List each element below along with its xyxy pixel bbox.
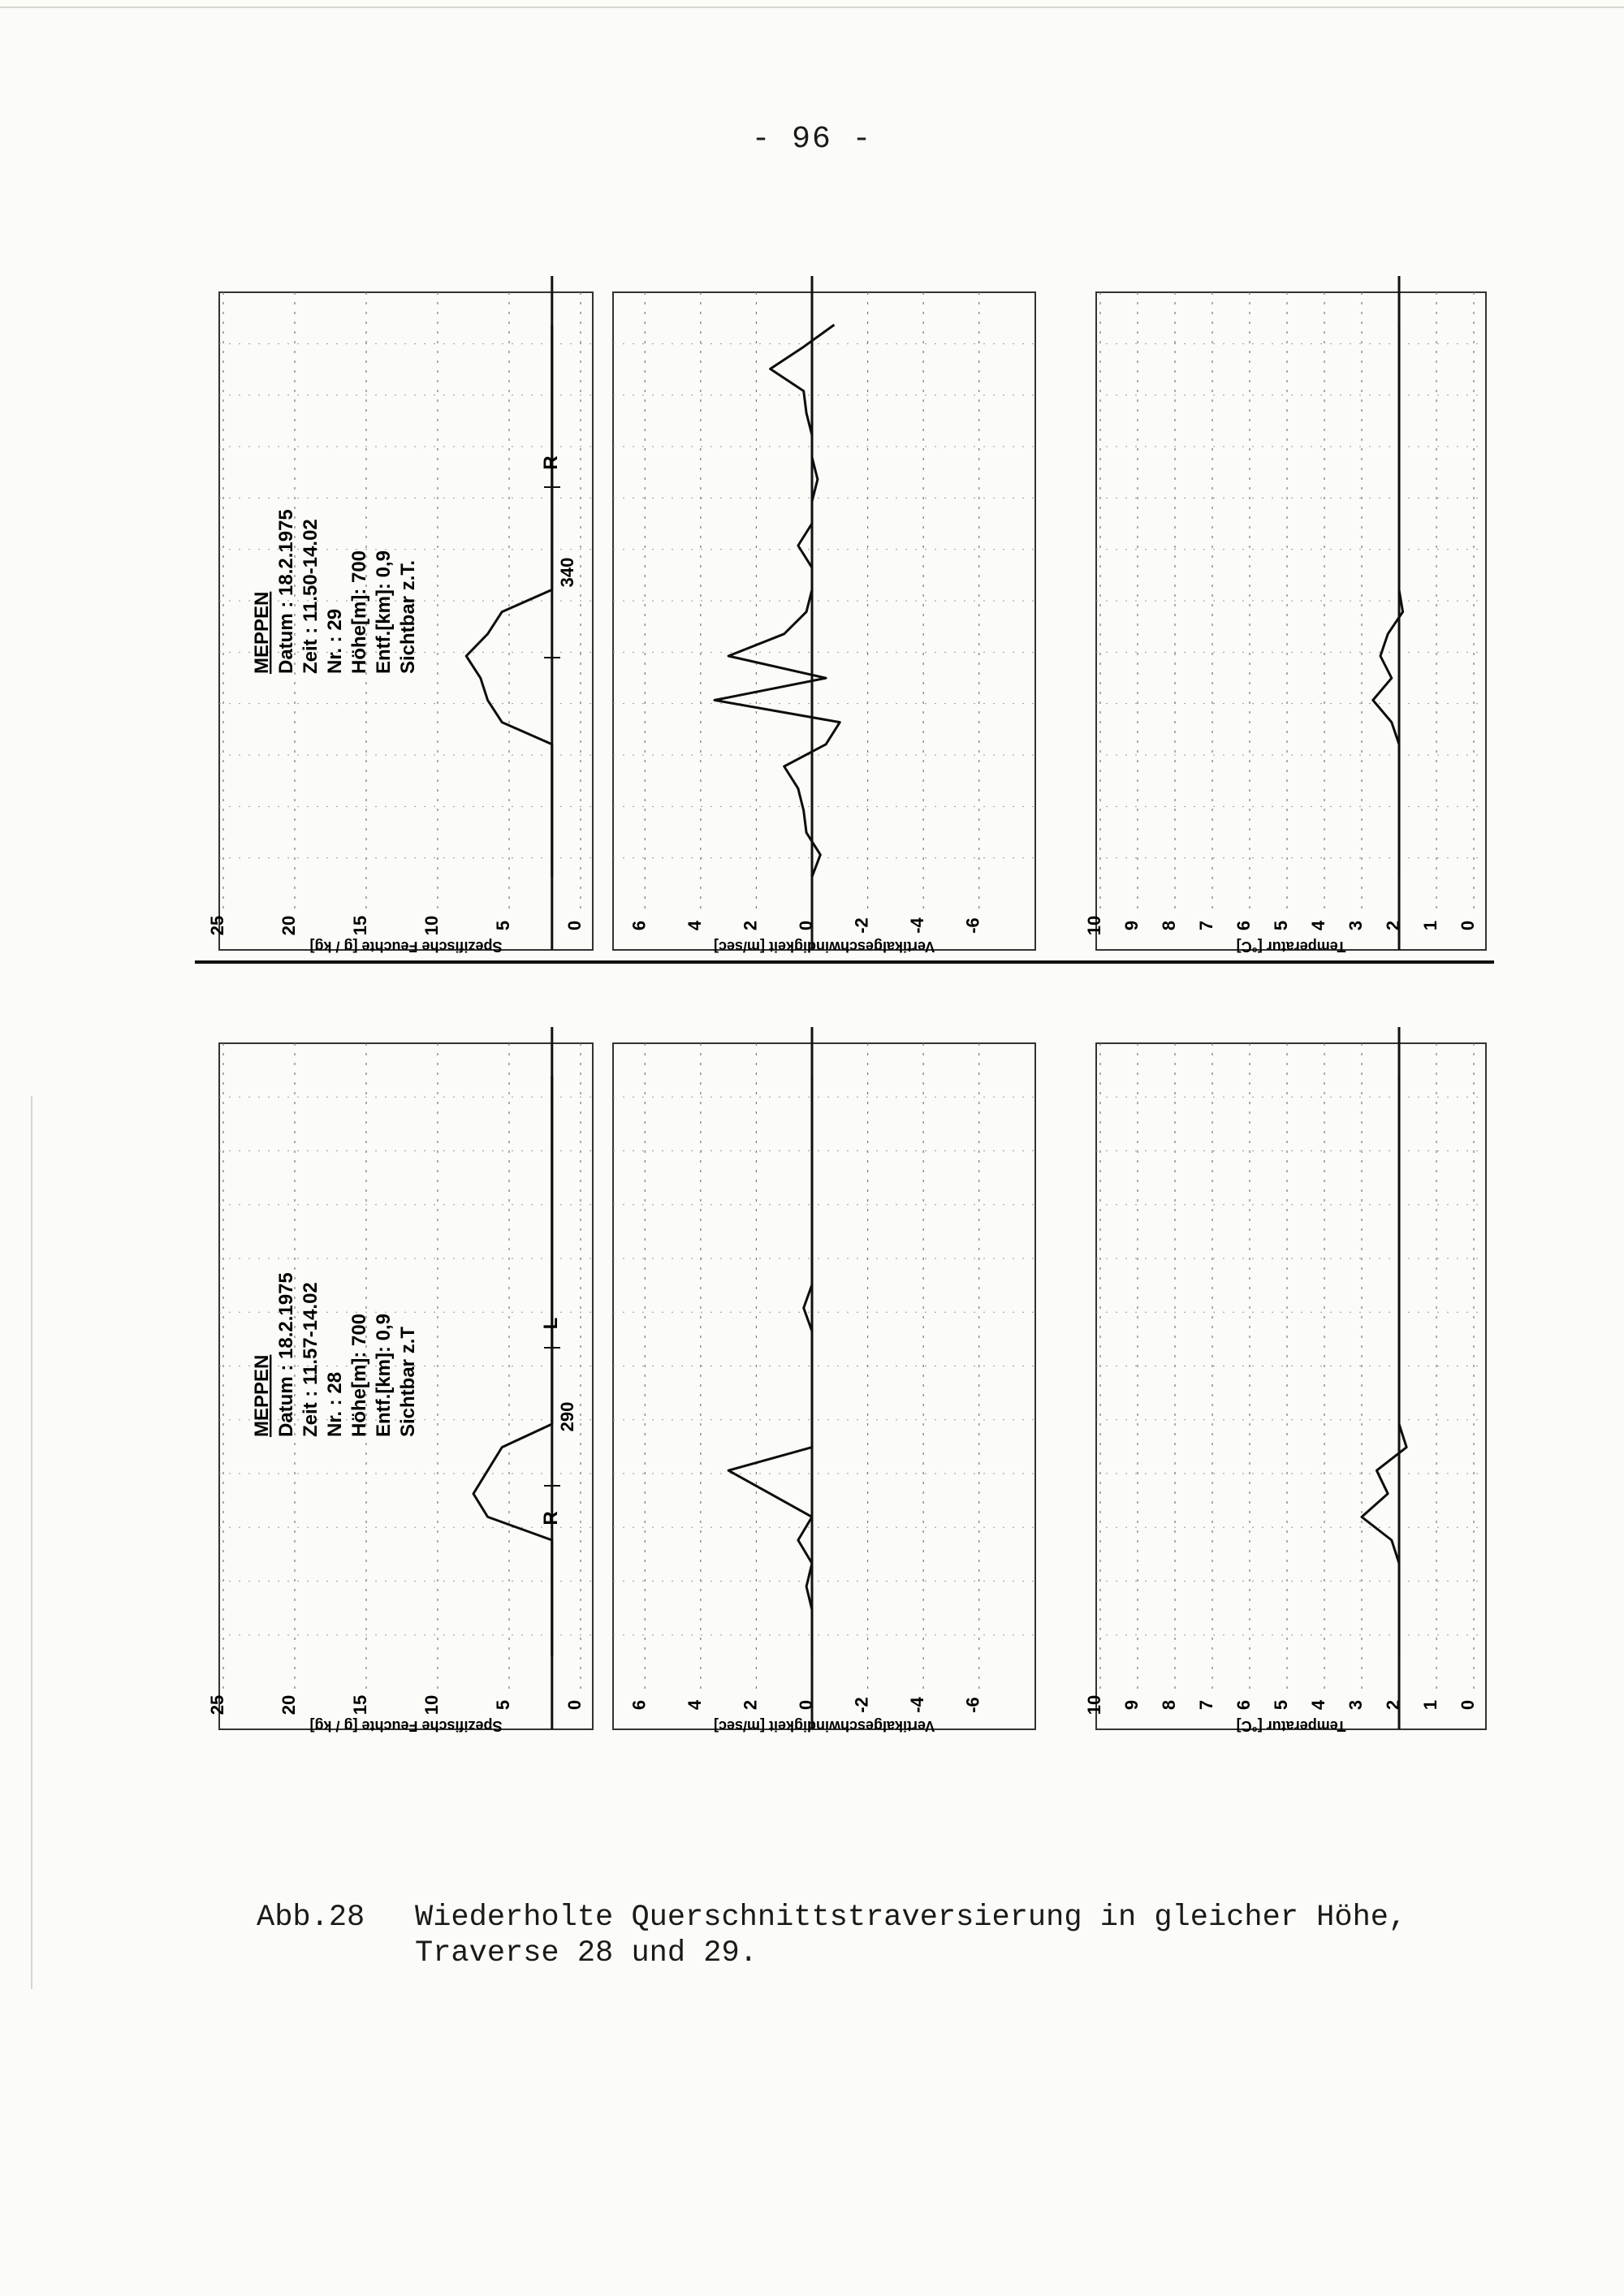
tick-label: 5 (493, 920, 513, 931)
series-line (1362, 1076, 1406, 1656)
tick-label: 7 (1196, 920, 1216, 931)
tick-label: 0 (796, 1699, 816, 1711)
tick-label: 6 (628, 920, 650, 931)
tick-label: 25 (207, 915, 227, 936)
tick-label: -2 (851, 1697, 872, 1713)
page-number: - 96 - (751, 122, 873, 157)
caption-line-1: Wiederholte Querschnittstraversierung in gleicher Höhe, (415, 1901, 1407, 1935)
series-line (466, 325, 552, 877)
info-place: MEPPEN (251, 591, 273, 674)
info-nr: Nr. : 28 (324, 1371, 346, 1437)
tick-label: 2 (1383, 1699, 1403, 1711)
distance-scale (540, 1318, 577, 1526)
tick-label: 0 (1458, 1699, 1478, 1711)
tick-label: 9 (1121, 1699, 1142, 1711)
tick-label: 15 (350, 915, 370, 936)
traverse-info (251, 509, 419, 674)
tick-label: 15 (350, 1694, 370, 1716)
axis-label: Spezifische Feuchte [g / kg] (309, 939, 503, 955)
panel-frame (613, 292, 1035, 950)
panel-frame (613, 1043, 1035, 1729)
axis-label: Vertikalgeschwindigkeit [m/sec] (713, 939, 935, 955)
traverse-29-chart (207, 276, 1486, 955)
caption-line-2: Traverse 28 und 29. (415, 1936, 758, 1970)
tick-label: 5 (1271, 920, 1291, 931)
info-zeit: Zeit : 11.50-14.02 (300, 519, 322, 674)
info-hoehe: Höhe[m]: 700 (348, 1313, 370, 1437)
tick-label: -4 (907, 1697, 928, 1713)
tick-label: 7 (1196, 1699, 1216, 1711)
tick-label: 4 (1308, 920, 1328, 931)
tick-label: 10 (421, 915, 442, 936)
tick-label: 5 (493, 1699, 513, 1711)
distance-label: 290 (557, 1401, 577, 1432)
tick-label: 0 (564, 1699, 585, 1711)
tick-label: 4 (684, 1699, 705, 1711)
traverse-28-chart (207, 1027, 1486, 1734)
tick-label: 4 (684, 920, 705, 931)
tick-label: 10 (1084, 1694, 1104, 1716)
tick-label: 1 (1420, 1699, 1440, 1711)
info-place: MEPPEN (251, 1354, 273, 1437)
tick-label: 4 (1308, 1699, 1328, 1711)
tick-label: 9 (1121, 920, 1142, 931)
tick-label: -6 (962, 1697, 983, 1713)
tick-label: 6 (628, 1699, 650, 1711)
axis-label: Vertikalgeschwindigkeit [m/sec] (713, 1718, 935, 1734)
panel-frame (1096, 1043, 1486, 1729)
traverse-info (251, 1272, 419, 1437)
tick-label: 8 (1159, 920, 1179, 931)
tick-label: 8 (1159, 1699, 1179, 1711)
tick-label: 10 (1084, 915, 1104, 936)
end-label-l: L (540, 1317, 562, 1330)
tick-label: -4 (907, 917, 928, 934)
series-line (715, 325, 840, 877)
left-margin-mark (31, 1096, 32, 1989)
tick-label: 0 (564, 920, 585, 931)
tick-label: 10 (421, 1694, 442, 1716)
tick-label: 2 (740, 920, 761, 931)
info-sicht: Sichtbar z.T. (397, 559, 419, 674)
info-hoehe: Höhe[m]: 700 (348, 550, 370, 674)
tick-label: 0 (1458, 920, 1478, 931)
caption-text (415, 1900, 1406, 1971)
top-edge-mark (0, 6, 1624, 8)
axis-label: Spezifische Feuchte [g / kg] (309, 1718, 503, 1734)
axis-label: Temperatur [°C] (1236, 939, 1346, 955)
info-datum: Datum : 18.2.1975 (275, 1272, 297, 1437)
caption-label: Abb.28 (257, 1901, 365, 1935)
tick-label: 6 (1233, 1699, 1254, 1711)
panel-vertical-velocity (613, 1027, 1035, 1734)
info-zeit: Zeit : 11.57-14.02 (300, 1282, 322, 1437)
tick-label: 20 (279, 1694, 299, 1716)
info-entf: Entf.[km]: 0,9 (373, 550, 395, 674)
tick-label: 1 (1420, 920, 1440, 931)
tick-label: 20 (279, 915, 299, 936)
figure-traverses (162, 268, 1494, 1794)
panel-temperature (1084, 1027, 1486, 1734)
end-label-r: R (540, 455, 562, 470)
panel-temperature (1084, 276, 1486, 955)
tick-label: 0 (796, 920, 816, 931)
tick-label: 6 (1233, 920, 1254, 931)
tick-label: 3 (1345, 1699, 1366, 1711)
tick-label: 2 (1383, 920, 1403, 931)
panel-vertical-velocity (613, 276, 1035, 955)
tick-label: 25 (207, 1694, 227, 1716)
axis-label: Temperatur [°C] (1236, 1718, 1346, 1734)
tick-label: -6 (962, 917, 983, 934)
info-entf: Entf.[km]: 0,9 (373, 1313, 395, 1437)
info-sicht: Sichtbar z.T (397, 1326, 419, 1437)
tick-label: 5 (1271, 1699, 1291, 1711)
distance-scale (540, 455, 577, 658)
tick-label: 3 (1345, 920, 1366, 931)
panel-frame (1096, 292, 1486, 950)
info-datum: Datum : 18.2.1975 (275, 509, 297, 674)
tick-label: -2 (851, 917, 872, 934)
info-nr: Nr. : 29 (324, 608, 346, 674)
distance-label: 340 (557, 557, 577, 588)
tick-label: 2 (740, 1699, 761, 1711)
end-label-r: R (540, 1511, 562, 1526)
